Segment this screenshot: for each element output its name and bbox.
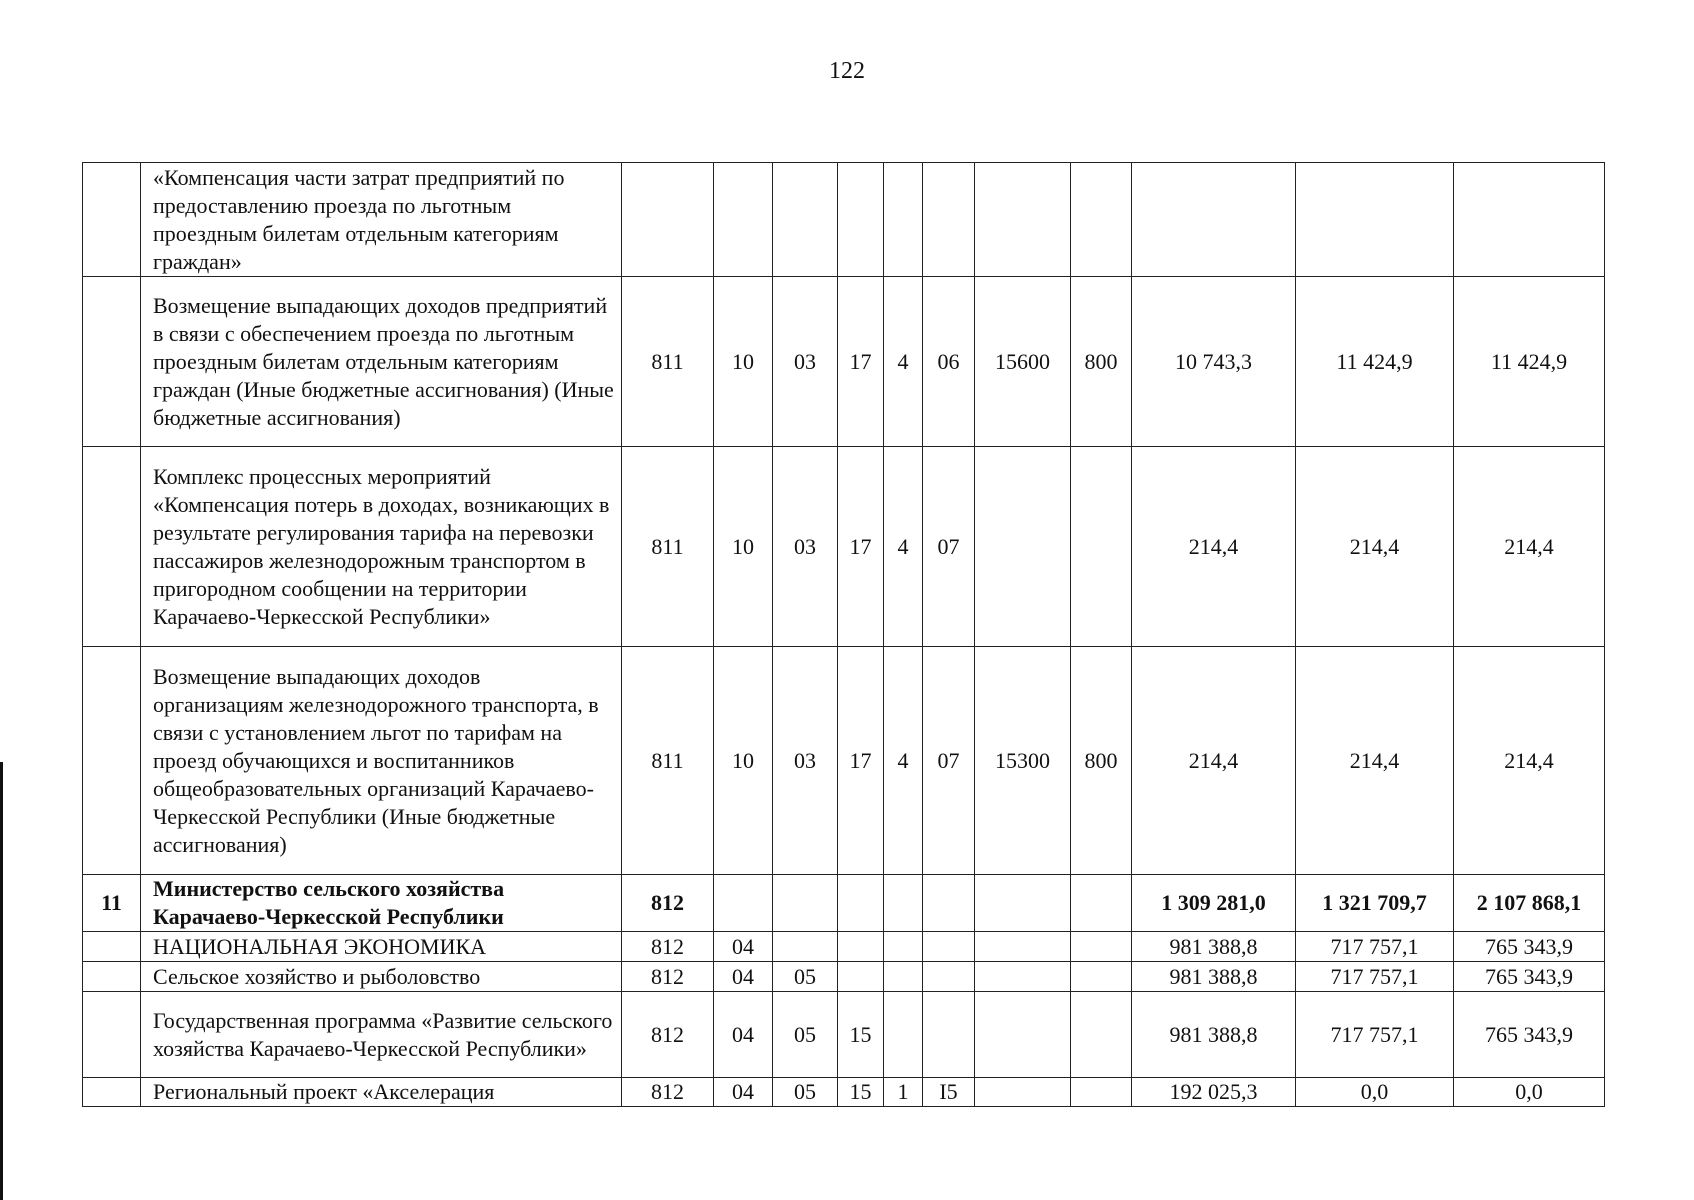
grbs-code-cell	[622, 163, 714, 277]
program-code-cell: 17	[838, 647, 884, 875]
activity-code-cell: 06	[923, 277, 975, 447]
row-number-cell	[83, 277, 141, 447]
direction-code-cell	[975, 992, 1071, 1078]
subprogram-code-cell	[884, 932, 923, 962]
table-row	[83, 992, 1605, 1078]
amount-year2-cell: 717 757,1	[1296, 932, 1454, 962]
program-code-cell	[838, 163, 884, 277]
amount-year2-cell: 717 757,1	[1296, 962, 1454, 992]
amount-year2-cell: 717 757,1	[1296, 992, 1454, 1078]
row-name-cell: «Компенсация части затрат предприятий по предоставлению проезда по льготным проездным билетам отдельным категориям граждан»	[141, 163, 622, 277]
subsection-code-cell: 05	[773, 992, 838, 1078]
table-row	[83, 875, 1605, 932]
expense-type-cell: 800	[1071, 647, 1132, 875]
program-code-cell: 15	[838, 1078, 884, 1107]
section-code-cell: 10	[714, 277, 773, 447]
expense-type-cell: 800	[1071, 277, 1132, 447]
activity-code-cell	[923, 962, 975, 992]
program-code-cell: 17	[838, 277, 884, 447]
section-code-cell: 04	[714, 932, 773, 962]
row-name-cell: Возмещение выпадающих доходов организациям железнодорожного транспорта, в связи с установлением льгот по тарифам на проезд обучающихся и воспитанников общеобразовательных организаций Карачаево-Черкесской Республики (Иные бюджетные ассигнования)	[141, 647, 622, 875]
amount-year2-cell: 214,4	[1296, 647, 1454, 875]
row-name-cell: Региональный проект «Акселерация	[141, 1078, 622, 1107]
table-row	[83, 932, 1605, 962]
direction-code-cell: 15300	[975, 647, 1071, 875]
subsection-code-cell: 05	[773, 1078, 838, 1107]
amount-year3-cell: 765 343,9	[1454, 932, 1605, 962]
grbs-code-cell: 812	[622, 875, 714, 932]
grbs-code-cell: 811	[622, 277, 714, 447]
subsection-code-cell: 05	[773, 962, 838, 992]
activity-code-cell	[923, 163, 975, 277]
section-code-cell: 04	[714, 1078, 773, 1107]
section-code-cell: 04	[714, 992, 773, 1078]
subsection-code-cell	[773, 163, 838, 277]
subsection-code-cell: 03	[773, 447, 838, 647]
direction-code-cell	[975, 962, 1071, 992]
grbs-code-cell: 811	[622, 447, 714, 647]
activity-code-cell: 07	[923, 647, 975, 875]
table-row	[83, 163, 1605, 277]
row-number-cell	[83, 962, 141, 992]
amount-year1-cell: 214,4	[1132, 647, 1296, 875]
grbs-code-cell: 812	[622, 932, 714, 962]
direction-code-cell	[975, 163, 1071, 277]
grbs-code-cell: 812	[622, 1078, 714, 1107]
grbs-code-cell: 812	[622, 992, 714, 1078]
scan-edge-line	[0, 762, 3, 1200]
expense-type-cell	[1071, 163, 1132, 277]
row-name-cell: Сельское хозяйство и рыболовство	[141, 962, 622, 992]
amount-year1-cell	[1132, 163, 1296, 277]
amount-year1-cell: 192 025,3	[1132, 1078, 1296, 1107]
subprogram-code-cell	[884, 163, 923, 277]
activity-code-cell	[923, 992, 975, 1078]
subprogram-code-cell: 4	[884, 447, 923, 647]
direction-code-cell	[975, 1078, 1071, 1107]
subprogram-code-cell	[884, 992, 923, 1078]
table-row	[83, 962, 1605, 992]
page-number: 122	[829, 58, 865, 84]
amount-year1-cell: 981 388,8	[1132, 992, 1296, 1078]
subsection-code-cell: 03	[773, 277, 838, 447]
program-code-cell	[838, 962, 884, 992]
subsection-code-cell	[773, 875, 838, 932]
amount-year1-cell: 214,4	[1132, 447, 1296, 647]
row-number-cell	[83, 163, 141, 277]
expense-type-cell	[1071, 932, 1132, 962]
direction-code-cell	[975, 447, 1071, 647]
subprogram-code-cell	[884, 962, 923, 992]
amount-year3-cell: 765 343,9	[1454, 992, 1605, 1078]
expense-type-cell	[1071, 447, 1132, 647]
subprogram-code-cell: 4	[884, 647, 923, 875]
row-number-cell	[83, 647, 141, 875]
amount-year2-cell: 214,4	[1296, 447, 1454, 647]
direction-code-cell	[975, 932, 1071, 962]
table-row	[83, 1078, 1605, 1107]
budget-table	[82, 162, 1605, 1107]
section-code-cell	[714, 875, 773, 932]
section-code-cell: 10	[714, 647, 773, 875]
program-code-cell	[838, 932, 884, 962]
table-row	[83, 447, 1605, 647]
row-name-cell: НАЦИОНАЛЬНАЯ ЭКОНОМИКА	[141, 932, 622, 962]
expense-type-cell	[1071, 992, 1132, 1078]
amount-year3-cell	[1454, 163, 1605, 277]
amount-year3-cell: 214,4	[1454, 447, 1605, 647]
activity-code-cell	[923, 875, 975, 932]
direction-code-cell	[975, 875, 1071, 932]
amount-year2-cell: 11 424,9	[1296, 277, 1454, 447]
table-row	[83, 277, 1605, 447]
row-name-cell: Министерство сельского хозяйства Карачаево-Черкесской Республики	[141, 875, 622, 932]
row-number-cell	[83, 932, 141, 962]
row-name-cell: Государственная программа «Развитие сельского хозяйства Карачаево-Черкесской Республики»	[141, 992, 622, 1078]
direction-code-cell: 15600	[975, 277, 1071, 447]
activity-code-cell: I5	[923, 1078, 975, 1107]
table-row	[83, 647, 1605, 875]
row-number-cell: 11	[83, 875, 141, 932]
row-name-cell: Комплекс процессных мероприятий «Компенсация потерь в доходах, возникающих в результате регулирования тарифа на перевозки пассажиров железнодорожным транспортом в пригородном сообщении на территории Карачаево-Черкесской Республики»	[141, 447, 622, 647]
grbs-code-cell: 812	[622, 962, 714, 992]
amount-year3-cell: 2 107 868,1	[1454, 875, 1605, 932]
activity-code-cell: 07	[923, 447, 975, 647]
subsection-code-cell: 03	[773, 647, 838, 875]
amount-year2-cell: 0,0	[1296, 1078, 1454, 1107]
row-number-cell	[83, 1078, 141, 1107]
amount-year3-cell: 11 424,9	[1454, 277, 1605, 447]
section-code-cell: 04	[714, 962, 773, 992]
expense-type-cell	[1071, 1078, 1132, 1107]
table-body	[83, 163, 1605, 1107]
amount-year3-cell: 214,4	[1454, 647, 1605, 875]
amount-year1-cell: 981 388,8	[1132, 932, 1296, 962]
subprogram-code-cell: 1	[884, 1078, 923, 1107]
row-number-cell	[83, 447, 141, 647]
row-number-cell	[83, 992, 141, 1078]
amount-year1-cell: 1 309 281,0	[1132, 875, 1296, 932]
grbs-code-cell: 811	[622, 647, 714, 875]
amount-year1-cell: 10 743,3	[1132, 277, 1296, 447]
amount-year2-cell	[1296, 163, 1454, 277]
subprogram-code-cell	[884, 875, 923, 932]
amount-year3-cell: 0,0	[1454, 1078, 1605, 1107]
program-code-cell	[838, 875, 884, 932]
expense-type-cell	[1071, 962, 1132, 992]
subprogram-code-cell: 4	[884, 277, 923, 447]
section-code-cell: 10	[714, 447, 773, 647]
row-name-cell: Возмещение выпадающих доходов предприятий в связи с обеспечением проезда по льготным проездным билетам отдельным категориям граждан (Иные бюджетные ассигнования) (Иные бюджетные ассигнования)	[141, 277, 622, 447]
amount-year1-cell: 981 388,8	[1132, 962, 1296, 992]
activity-code-cell	[923, 932, 975, 962]
amount-year3-cell: 765 343,9	[1454, 962, 1605, 992]
section-code-cell	[714, 163, 773, 277]
program-code-cell: 17	[838, 447, 884, 647]
expense-type-cell	[1071, 875, 1132, 932]
program-code-cell: 15	[838, 992, 884, 1078]
subsection-code-cell	[773, 932, 838, 962]
amount-year2-cell: 1 321 709,7	[1296, 875, 1454, 932]
